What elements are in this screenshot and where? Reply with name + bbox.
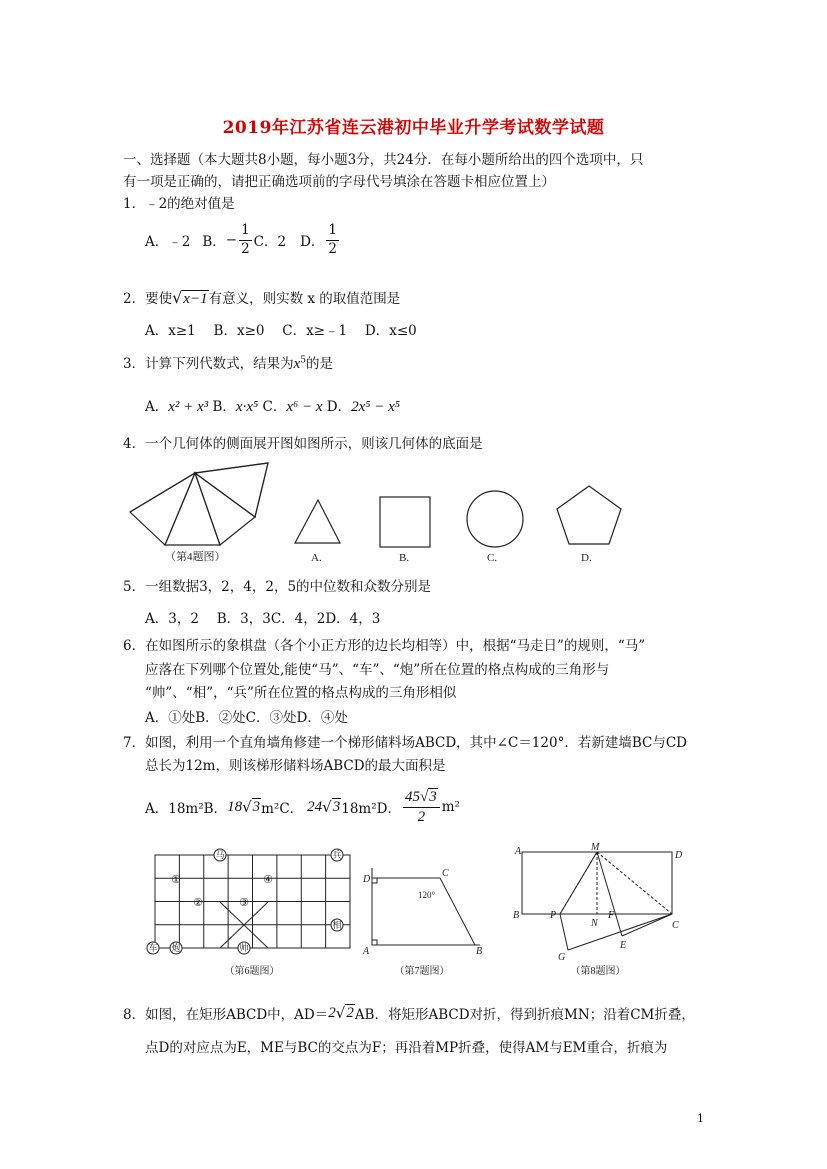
q1-option-b-label: B． — [202, 234, 226, 250]
sqrt-sign: √ — [172, 288, 183, 307]
q2-stem-pre: 2．要使 — [123, 291, 173, 307]
q3-stem-pre: 3．计算下列代数式，结果为 — [123, 356, 294, 372]
fig8-label-p: P — [550, 910, 557, 921]
q7-option-d-fraction — [403, 790, 440, 825]
q1-option-a: A．﹣2 — [145, 234, 191, 250]
q4-shape-triangle — [295, 500, 340, 543]
fig8-line-pg — [560, 914, 568, 950]
q4-label-d: D. — [581, 552, 592, 564]
fig7-side-cb — [440, 878, 475, 945]
fig8-line-mp — [560, 852, 597, 914]
q1-stem: 1．﹣2的绝对值是 — [123, 196, 235, 212]
fig8-label-d: D — [675, 850, 683, 861]
fig7-right-angle-a — [372, 940, 377, 945]
q8-line2: 点D的对应点为E，ME与BC的交点为F；再沿着MP折叠，使得AM与EM重合，折痕为 — [145, 1040, 668, 1056]
fig8-label-f: F — [608, 910, 615, 921]
q4-net-face-3 — [195, 473, 255, 545]
q1-option-b-denominator: 2 — [241, 240, 250, 257]
q6-line3: “帅”、“相”，“兵”所在位置的格点构成的三角形相似 — [145, 685, 457, 701]
page-number: 1 — [697, 1112, 704, 1125]
fig8-line-ec — [622, 914, 672, 936]
fig6-piece-xiang: 相 — [332, 920, 342, 930]
q1-options — [145, 218, 341, 262]
fig6-mark-2: ② — [193, 897, 203, 909]
q7-option-d-numerator — [403, 790, 440, 808]
q8-line1 — [123, 1003, 695, 1023]
q4-shape-circle — [467, 491, 523, 547]
section-header-line2: 有一项是正确的，请把正确选项前的字母代号填涂在答题卡相应位置上） — [123, 174, 555, 190]
q7-line2: 总长为12m，则该梯形储料场ABCD的最大面积是 — [145, 758, 446, 774]
q7-options — [145, 785, 460, 829]
fig7-caption: （第7题图） — [394, 966, 450, 977]
q4-fig-caption: （第4题图） — [165, 551, 226, 563]
q2-stem-post: 有意义，则实数 x 的取值范围是 — [208, 291, 401, 307]
q8-radicand: 2 — [346, 1005, 354, 1021]
q4-label-b: B. — [399, 552, 410, 564]
q3-option-d-label: D． — [326, 399, 352, 415]
fig7-labels — [362, 868, 482, 957]
fig8-label-a: A — [515, 846, 522, 857]
q2-stem — [123, 287, 400, 308]
q6-line1: 6．在如图所示的象棋盘（各个小正方形的边长均相等）中，根据“马走日”的规则，“马” — [123, 638, 646, 654]
q7-line1: 7．如图，利用一个直角墙角修建一个梯形储料场ABCD，其中∠C＝120°．若新建墙BC与CD — [123, 735, 687, 751]
fig6-piece-ma: 马 — [215, 850, 225, 860]
q4-figure — [125, 455, 625, 570]
fig7-label-b: B — [476, 946, 483, 957]
sqrt-sign: √ — [335, 1004, 346, 1022]
fig6-piece-ju: 车 — [148, 943, 158, 953]
fig7-right-angle-d — [372, 878, 377, 883]
fig6-piece-shuai: 帅 — [239, 943, 249, 953]
fig7-label-c: C — [442, 868, 449, 879]
q4-label-c: C. — [487, 552, 498, 564]
fig6-grid — [155, 855, 350, 948]
fig7-angle-label: 120° — [418, 890, 436, 900]
page-title: 2019年江苏省连云港初中毕业升学考试数学试题 — [222, 118, 605, 138]
q4-net-face-1 — [130, 473, 195, 545]
sqrt-sign: √ — [242, 798, 252, 816]
q6-line2: 应落在下列哪个位置处,能使“马”、“车”、“炮”所在位置的格点构成的三角形与 — [145, 662, 610, 678]
q8-line1-pre: 8．如图，在矩形ABCD中，AD＝ — [123, 1007, 329, 1023]
q3-stem-exp: 5 — [300, 355, 306, 366]
section-header-line1: 一、选择题（本大题共8小题，每小题3分，共24分．在每小题所给出的四个选项中，只 — [123, 152, 644, 168]
fig8-labels — [513, 842, 683, 963]
fig8-label-e: E — [620, 940, 627, 951]
fig8-caption: （第8题图） — [570, 966, 626, 977]
q4-shape-pentagon — [557, 486, 621, 544]
q1-option-d-denominator: 2 — [328, 240, 338, 257]
fig8-label-m: M — [591, 842, 600, 853]
q3-stem — [123, 352, 333, 373]
fig6-piece-pao: 炮 — [171, 943, 181, 953]
q3-option-c-label: C． — [262, 399, 287, 415]
fig8-label-g: G — [558, 952, 566, 963]
q7-option-c-radicand: 3 — [332, 799, 341, 815]
fig6-mark-4: ④ — [263, 874, 273, 886]
fig6-caption: （第6题图） — [224, 966, 280, 977]
fig7-label-a: A — [363, 946, 370, 957]
q7-option-d-num-radicand: 3 — [429, 788, 437, 805]
q1-option-b-sign: − — [225, 232, 238, 248]
q4-net-face-2 — [165, 473, 220, 545]
q7-option-b-unit: m²C． — [261, 801, 304, 817]
q3-option-c-expr: x⁶ − x — [286, 399, 323, 415]
q7-option-d-num-coef: 45 — [404, 788, 420, 805]
q3-option-b-label: B． — [212, 399, 236, 415]
q7-option-c-unit: 18m²D． — [341, 801, 401, 817]
q7-option-b-radicand: 3 — [252, 799, 261, 815]
q1-option-d-fraction — [326, 224, 339, 256]
q3-stem-var: x — [293, 356, 301, 372]
q1-option-b-fraction — [239, 224, 252, 256]
fig6-mark-3: ③ — [239, 897, 249, 909]
q3-option-a-label: A． — [145, 399, 169, 415]
q1-option-d-label: D． — [300, 234, 325, 250]
q8-line1-post: AB．将矩形ABCD对折，得到折痕MN；沿着CM折叠， — [354, 1007, 695, 1023]
q3-option-a-expr: x² + x³ — [168, 399, 209, 415]
q1-option-c: C．2 — [253, 234, 287, 250]
fig7-label-d: D — [363, 874, 371, 885]
figures-6-7-8 — [140, 840, 700, 980]
sqrt-sign: √ — [322, 798, 332, 816]
q2-radicand: x−1 — [183, 291, 208, 307]
fig6-piece-bing: 兵 — [332, 850, 342, 860]
fig8-label-b: B — [513, 910, 520, 921]
q7-option-d-denominator: 2 — [417, 808, 426, 825]
fig8-rectangle — [522, 852, 672, 950]
q4-stem: 4．一个几何体的侧面展开图如图所示，则该几何体的底面是 — [123, 436, 483, 452]
q4-net-outline — [130, 463, 268, 517]
q6-options: A．①处B．②处C．③处D．④处 — [145, 710, 348, 726]
q8-coef: 2 — [328, 1004, 336, 1021]
q7-option-c-coef: 24 — [307, 798, 323, 815]
q4-label-a: A. — [311, 552, 322, 564]
q5-options: A．3，2 B．3，3C．4，2D．4，3 — [145, 611, 381, 627]
fig7-trapezoid — [372, 868, 480, 945]
q1-option-b-numerator: 1 — [239, 224, 252, 241]
q2-options: A．x≥1 B．x≥0 C．x≥﹣1 D．x≤0 — [145, 323, 417, 339]
q4-shape-square — [380, 497, 430, 547]
q3-option-b-expr: x·x⁵ — [235, 399, 259, 415]
q3-stem-post: 的是 — [306, 356, 333, 372]
q3-options — [145, 395, 400, 416]
fig6-chessboard — [155, 855, 350, 948]
fig8-line-me — [597, 852, 622, 936]
fig8-label-c: C — [672, 920, 679, 931]
fig6-mark-1: ① — [171, 874, 181, 886]
fig8-line-mc — [597, 852, 672, 914]
q7-option-d-unit: m² — [441, 799, 460, 815]
q3-option-d-expr: 2x⁵ − x⁵ — [351, 399, 400, 415]
q7-option-a: A．18m²B． — [145, 801, 228, 817]
sqrt-sign: √ — [419, 788, 429, 805]
q4-net-face-4 — [195, 463, 268, 517]
fig8-label-n: N — [591, 918, 598, 929]
q1-option-d-numerator: 1 — [326, 224, 339, 241]
q5-stem: 5．一组数据3，2，4，2，5的中位数和众数分别是 — [123, 579, 432, 595]
q7-option-b-coef: 18 — [227, 798, 243, 815]
